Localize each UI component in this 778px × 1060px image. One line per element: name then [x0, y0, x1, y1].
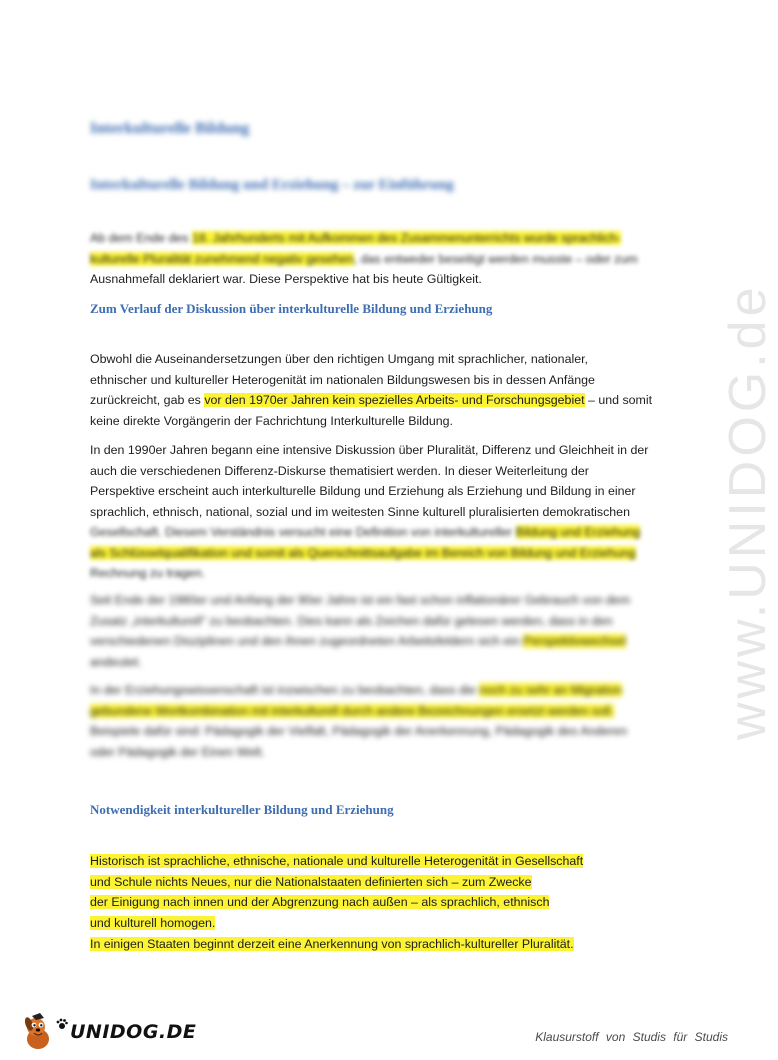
- text-line: [90, 721, 650, 742]
- highlighted-text: der Einigung nach innen und der Abgrenzung nach außen – als sprachlich, ethnisch: [90, 895, 550, 909]
- highlighted-text: kulturelle Pluralität zunehmend negativ gesehen: [90, 251, 354, 266]
- paragraph-discussion-1: [90, 349, 653, 431]
- paragraph-discussion-4: [90, 680, 650, 762]
- text-segment: sprachlich, ethnisch, national, sozial und im weitesten Sinne kulturell pluralisierten demokratischen: [90, 504, 630, 519]
- text-line: [90, 269, 650, 290]
- highlighted-text: und kulturell homogen.: [90, 915, 216, 930]
- text-line: [90, 913, 650, 934]
- text-segment: Gesellschaft. Diesem Verständnis versucht eine Definition von interkultureller: [90, 525, 516, 539]
- text-line: [90, 461, 650, 482]
- highlighted-text: als Schlüsselqualifikation und somit als Querschnittsaufgabe im Bereich von Bildung und Erziehung: [90, 545, 636, 560]
- text-line: [90, 228, 650, 249]
- footer-tagline: Klausurstoff von Studis für Studis: [535, 1030, 728, 1044]
- footer-logo-text: UNIDOG.DE: [70, 1021, 197, 1043]
- intro-paragraph: [90, 228, 650, 290]
- highlighted-text: Historisch ist sprachliche, ethnische, nationale und kulturelle Heterogenität in Gesellschaft: [90, 854, 584, 868]
- section-heading-necessity: Notwendigkeit interkultureller Bildung und Erziehung: [90, 802, 394, 817]
- text-line: [90, 701, 650, 722]
- paragraph-discussion-2: [90, 440, 650, 584]
- text-segment: In der Erziehungswissenschaft ist inzwischen zu beobachten, dass die: [90, 683, 480, 697]
- highlighted-text: Perspektivwechsel: [523, 634, 626, 648]
- text-segment: Seit Ende der 1980er und Anfang der 90er Jahre ist ein fast schon inflationärer Gebrauch von dem: [90, 593, 631, 607]
- text-line: [90, 892, 650, 913]
- highlighted-text: und Schule nichts Neues, nur die Nationalstaaten definierten sich – zum Zwecke: [90, 874, 532, 889]
- text-line: [90, 370, 650, 391]
- text-segment: auch die verschiedenen Differenz-Diskurse thematisiert werden. In dieser Weiterleitung der: [90, 463, 589, 478]
- text-segment: zurückreicht, gab es: [90, 393, 205, 407]
- text-segment: Ausnahmefall deklariert war. Diese Perspektive hat bis heute Gültigkeit.: [90, 272, 482, 286]
- text-line: [90, 851, 650, 872]
- text-segment: Rechnung zu tragen.: [90, 566, 206, 580]
- text-segment: Obwohl die Auseinandersetzungen über den richtigen Umgang mit sprachlicher, nationaler,: [90, 352, 588, 366]
- text-line: [90, 481, 650, 502]
- text-line: [90, 440, 650, 461]
- text-segment: , das entweder beseitigt werden musste – oder zum: [353, 251, 638, 266]
- text-segment: Zusatz „interkulturell" zu beobachten. Dies kann als Zeichen dafür gelesen werden, dass in den: [90, 613, 613, 628]
- footer-logo[interactable]: [22, 1012, 196, 1052]
- paragraph-discussion-3: [90, 590, 650, 672]
- text-line: [90, 611, 650, 632]
- highlighted-text: gebundene Wortkombination mit interkulturell durch andere Bezeichnungen ersetzt werden soll.: [90, 703, 614, 718]
- text-segment: Beispiele dafür sind: Pädagogik der Vielfalt, Pädagogik der Anerkennung, Pädagogik des Anderen: [90, 724, 628, 738]
- text-line: [90, 742, 650, 763]
- text-line: [90, 631, 650, 652]
- text-line: [90, 543, 650, 564]
- highlighted-text: 18. Jahrhunderts mit Aufkommen des Zusammenunterrichts wurde sprachlich-: [191, 231, 621, 245]
- text-line: [90, 249, 650, 270]
- text-line: [90, 872, 650, 893]
- text-line: [90, 590, 650, 611]
- text-segment: andeutet.: [90, 654, 142, 669]
- watermark: www.UNIDOG.de: [719, 283, 777, 740]
- text-line: [90, 390, 653, 411]
- highlighted-text: Bildung und Erziehung: [515, 525, 641, 539]
- text-line: [90, 411, 650, 432]
- highlighted-text: vor den 1970er Jahren kein spezielles Arbeits- und Forschungsgebiet: [204, 393, 585, 407]
- text-segment: In den 1990er Jahren begann eine intensive Diskussion über Pluralität, Differenz und Gleichheit in der: [90, 443, 649, 457]
- text-line: [90, 522, 650, 543]
- highlighted-text: noch zu sehr an Migration: [479, 683, 622, 697]
- document-title: Interkulturelle Bildung: [90, 120, 250, 137]
- text-segment: ethnischer und kultureller Heterogenität im nationalen Bildungswesen bis in dessen Anfänge: [90, 372, 595, 387]
- text-segment: keine direkte Vorgängerin der Fachrichtung Interkulturelle Bildung.: [90, 413, 453, 428]
- paw-icon: [56, 1018, 68, 1030]
- text-line: [90, 349, 650, 370]
- text-segment: Ab dem Ende des: [90, 231, 192, 245]
- dog-icon: [22, 1013, 56, 1051]
- paragraph-necessity-1: [90, 851, 650, 933]
- highlighted-text: In einigen Staaten beginnt derzeit eine Anerkennung von sprachlich-kultureller Pluralität.: [90, 937, 574, 951]
- text-segment: verschiedenen Disziplinen und den ihnen zugeordneten Arbeitsfeldern sich ein: [90, 634, 524, 648]
- section-heading-discussion: Zum Verlauf der Diskussion über interkulturelle Bildung und Erziehung: [90, 301, 493, 316]
- intro-heading: Interkulturelle Bildung und Erziehung – zur Einführung: [90, 177, 454, 193]
- text-segment: – und somit: [584, 393, 653, 407]
- text-line: [90, 652, 650, 673]
- paragraph-necessity-2: [90, 934, 650, 955]
- text-line: [90, 680, 650, 701]
- text-segment: Perspektive erscheint auch interkulturelle Bildung und Erziehung als Erziehung und Bildung in einer: [90, 484, 636, 498]
- text-line: [90, 563, 650, 584]
- text-line: [90, 502, 650, 523]
- text-line: [90, 934, 650, 955]
- text-segment: oder Pädagogik der Einen Welt.: [90, 744, 265, 759]
